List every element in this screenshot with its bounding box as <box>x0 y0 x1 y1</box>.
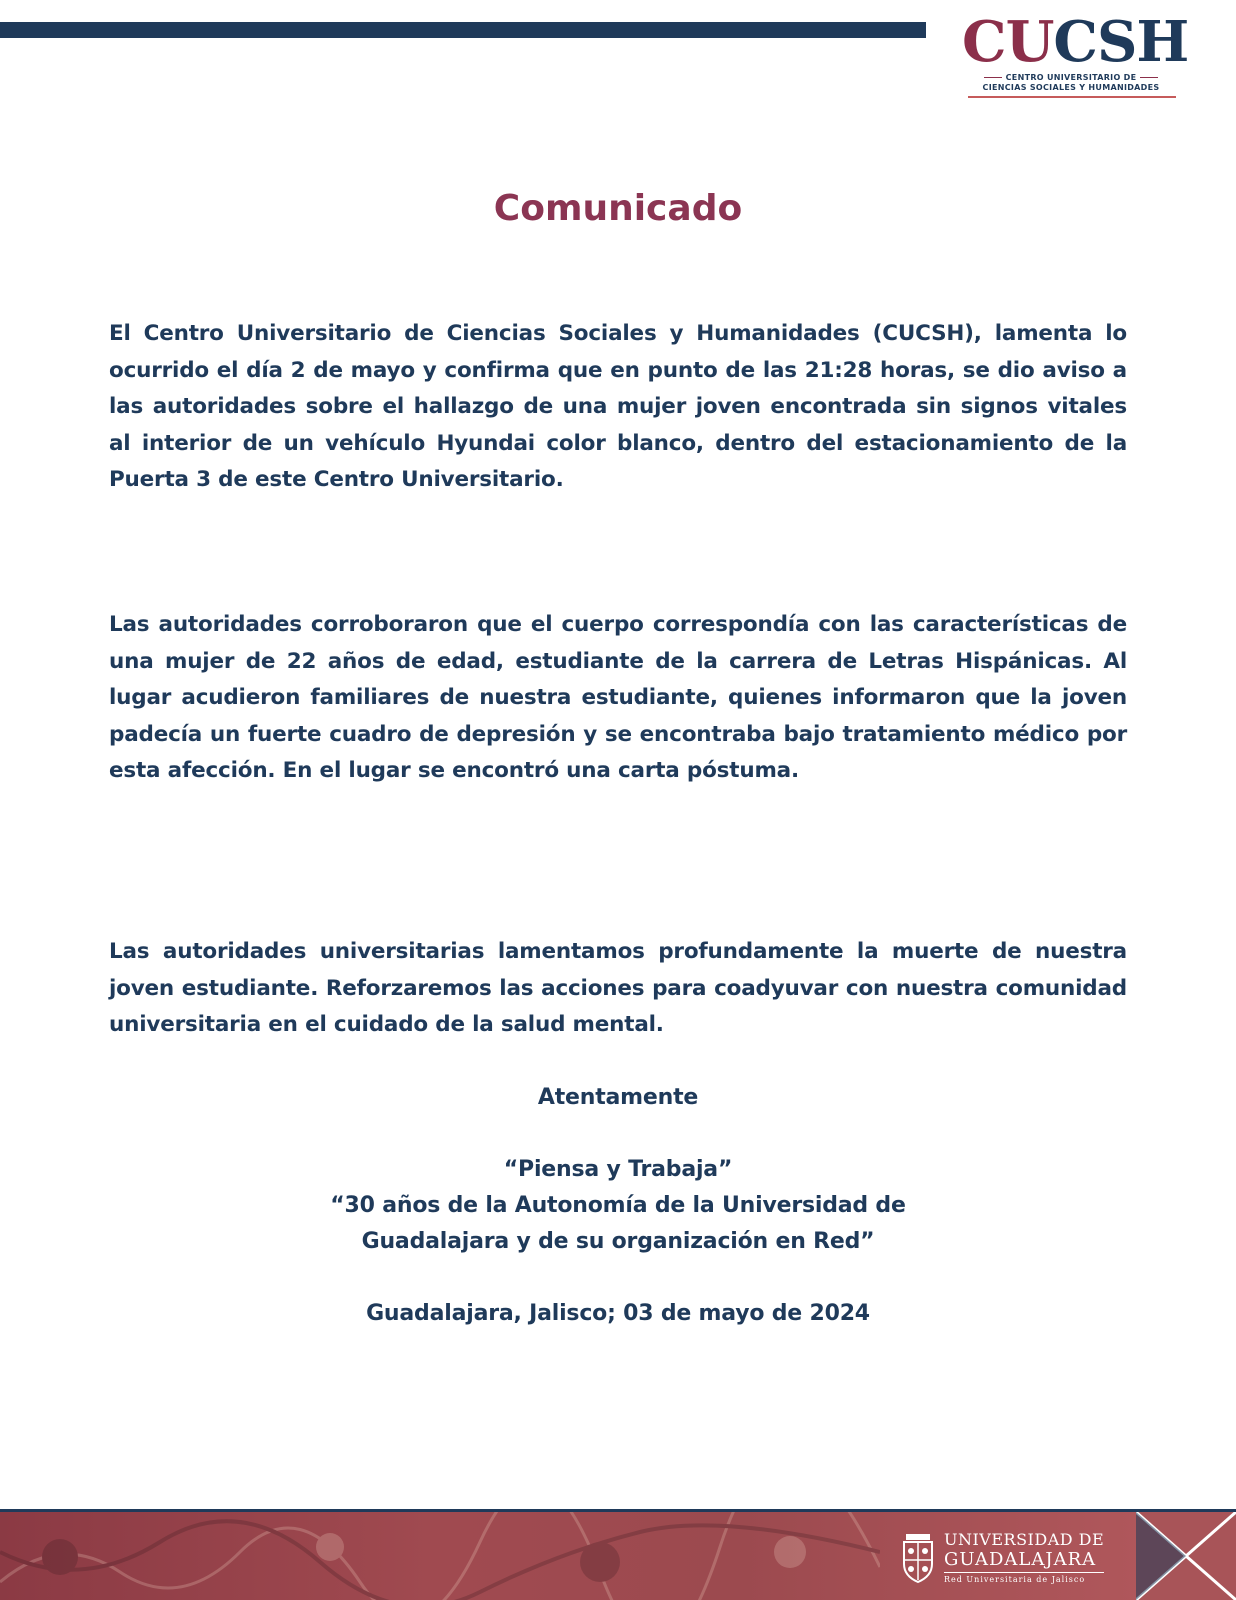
motto-line-3: Guadalajara y de su organización en Red” <box>361 1229 875 1254</box>
udg-line-1: UNIVERSIDAD DE <box>944 1530 1105 1549</box>
logo-sub-line-1: CENTRO UNIVERSITARIO DE <box>1005 73 1137 82</box>
udg-seal-icon <box>898 1530 938 1586</box>
mural-texture <box>0 1512 880 1600</box>
motto-line-1: “Piensa y Trabaja” <box>503 1157 733 1182</box>
udg-line-3: Red Universitaria de Jalisco <box>944 1572 1104 1586</box>
logo-word-part-2: CSH <box>1053 9 1189 75</box>
logo-word-part-1: CU <box>962 9 1054 75</box>
page-title: Comunicado <box>493 188 743 229</box>
motto-line-2: “30 años de la Autonomía de la Universidad de <box>330 1193 906 1218</box>
closing-line: Atentamente <box>537 1085 699 1110</box>
udg-line-2: GUADALAJARA <box>944 1549 1097 1570</box>
paragraph-3: Las autoridades universitarias lamentamos profundamente la muerte de nuestra joven estudiante. Reforzaremos las acciones para coadyuvar con nuestra comunidad universitaria en el cuidado de la salud mental. <box>109 939 1127 1037</box>
paragraph-2: Las autoridades corroboraron que el cuerpo correspondía con las características de una mujer de 22 años de edad, estudiante de la carrera de Letras Hispánicas. Al lugar acudieron familiares de nuestra estudiante, quienes informaron que la joven padecía un fuerte cuadro de depresión y se encontraba bajo tratamiento médico por esta afección. En el lugar se encontró una carta póstuma. <box>109 612 1127 783</box>
logo-underline <box>968 96 1176 98</box>
udg-wordmark <box>944 1530 1104 1586</box>
footer-band <box>0 1512 1236 1600</box>
paragraph-1: El Centro Universitario de Ciencias Sociales y Humanidades (CUCSH), lamenta lo ocurrido el día 2 de mayo y confirma que en punto de las 21:28 horas, se dio aviso a las autoridades sobre el hallazgo de una mujer joven encontrada sin signos vitales al interior de un vehículo Hyundai color blanco, dentro del estacionamiento de la Puerta 3 de este Centro Universitario. <box>109 321 1127 492</box>
cucsh-logo-subtitle <box>962 73 1180 93</box>
place-date: Guadalajara, Jalisco; 03 de mayo de 2024 <box>366 1301 870 1326</box>
logo-sub-line-2: CIENCIAS SOCIALES Y HUMANIDADES <box>982 83 1160 92</box>
cucsh-logo-wordmark <box>962 9 1189 75</box>
cucsh-logo <box>962 9 1189 92</box>
header-top-bar <box>0 22 926 38</box>
x-mark-decoration-icon <box>1136 1512 1236 1600</box>
